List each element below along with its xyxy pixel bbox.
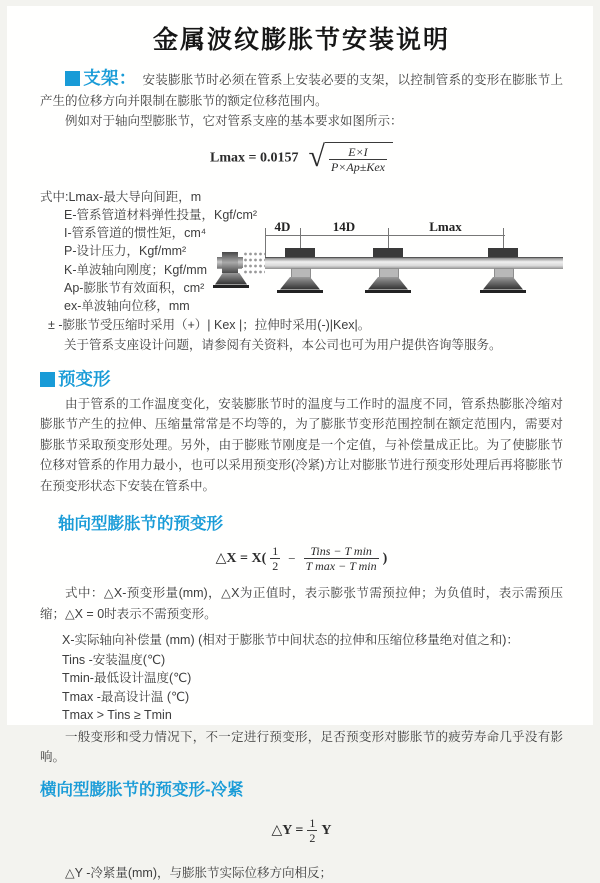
sqrt-icon: √ <box>309 142 325 174</box>
temp-definition: Tmax > Tins ≥ Tmin <box>62 706 563 725</box>
radical-sign <box>309 142 393 174</box>
definition-item: E-管系管道材料弹性投量，Kgf/cm² <box>64 206 563 224</box>
temp-definition: Tins -安装温度(℃) <box>62 651 563 670</box>
axial-subsection-heading: 轴向型膨胀节的预变形 <box>58 510 563 534</box>
guide-support <box>365 248 411 294</box>
predeform-section <box>40 366 563 497</box>
lateral-formula-lhs: △Y = <box>272 823 304 838</box>
predeform-heading-row <box>40 366 563 391</box>
temp-definition: Tmax -最高设计温 (℃) <box>62 688 563 707</box>
lateral-note: △Y -冷紧量(mm)，与膨胀节实际位移方向相反； <box>40 863 563 883</box>
anchor-support <box>215 248 255 294</box>
section-square-icon <box>65 71 80 86</box>
lateral-subsection-heading: 横向型膨胀节的预变形-冷紧 <box>40 776 563 800</box>
page-title: 金属波纹膨胀节安装说明 <box>40 20 563 56</box>
one-half-fraction: $\frac{1}{2}$ <box>270 544 280 573</box>
one-half-fraction: $\frac{1}{2}$ <box>307 816 317 845</box>
lmax-formula-numerator: E×I <box>346 145 369 159</box>
lmax-formula-lhs: Lmax = 0.0157 <box>210 150 298 165</box>
minus-operator: − <box>288 551 295 566</box>
definition-item: ex-单波轴向位移，mm <box>64 297 563 315</box>
predeform-section-heading: 预变形 <box>58 369 111 389</box>
definition-item: P-设计压力，Kgf/mm² <box>64 242 563 260</box>
dim-label-4d: 4D <box>265 219 300 235</box>
support-intro-paragraph <box>40 68 563 111</box>
section-square-icon <box>40 372 55 387</box>
definition-item: I-管系管道的惯性矩，cm⁴ <box>64 224 563 242</box>
support-intro-text: 安装膨胀节时必须在管系上安装必要的支架，以控制管系的变形在膨胀节上产生的位移方向并限制在膨胀节的额定位移范围内。 <box>40 73 563 108</box>
temperature-definitions-list <box>62 651 563 725</box>
lateral-formula <box>40 816 563 845</box>
definitions-and-diagram <box>40 188 563 356</box>
definition-item: Ap-膨胀节有效面积，cm² <box>64 279 563 297</box>
lmax-formula <box>40 142 563 174</box>
support-closing-note: 关于管系支座设计问题，请参阅有关资料，本公司也可为用户提供咨询等服务。 <box>64 336 563 354</box>
temp-definition: Tmin-最低设计温度(℃) <box>62 669 563 688</box>
support-example-text: 例如对于轴向型膨胀节，它对管系支座的基本要求如图所示： <box>40 111 563 132</box>
lmax-formula-denominator: P×Ap±Kex <box>329 159 387 174</box>
temperature-fraction: $\frac{\text{Tins − T min}}{\text{T max − T min}}$ <box>304 544 379 573</box>
axial-formula-rhs: ) <box>383 551 388 566</box>
guide-support <box>277 248 323 294</box>
definition-item: 式中:Lmax-最大导向间距，m <box>40 188 563 206</box>
dimension-tick <box>265 228 266 259</box>
predeform-body-text: 由于管系的工作温度变化，安装膨胀节时的温度与工作时的温度不同，管系热膨胀冷缩对膨胀节产生的拉伸、压缩量常常是不均等的，为了膨胀节变形范围控制在额定范围内，需要对膨胀节采取预变形处理。另外，由于膨账节刚度是一个定值，与补偿量成正比。为了使膨胀节位移对管系的作用力最小，也可以采用预变形(冷紧)方让对膨胀节进行预变形处理后再将膨胀节在预变形状态下安装在管系中。 <box>40 394 563 497</box>
axial-note1: 式中：△X-预变形量(mm)，△X为正值时，表示膨张节需预拉伸；为负值时，表示需预压缩；△X = 0时表示不需预变形。 <box>40 583 563 624</box>
dim-label-lmax: Lmax <box>388 219 503 235</box>
guide-support <box>480 248 526 294</box>
support-section-heading: 支架： <box>83 68 137 88</box>
dim-label-14d: 14D <box>300 219 388 235</box>
document-page <box>7 6 593 725</box>
axial-formula <box>40 544 563 573</box>
axial-note3: 一般变形和受力情况下，不一定进行预变形，足否预变形对膨胀节的疲劳寿命几乎没有影响。 <box>40 727 563 768</box>
definition-item: ± -膨胀节受压缩时采用（+）| Kex |；拉伸时采用(-)|Kex|。 <box>48 316 563 334</box>
dimension-line <box>265 235 505 236</box>
pipe-support-diagram <box>215 221 563 297</box>
axial-formula-lhs: △X = X( <box>216 551 267 566</box>
definition-item: K-单波轴向刚度；Kgf/mm <box>64 261 563 279</box>
lateral-formula-rhs: Y <box>321 823 331 838</box>
axial-note2: X-实际轴向补偿量 (mm) (相对于膨胀节中间状态的拉伸和压缩位移量绝对值之和)： <box>62 630 563 651</box>
